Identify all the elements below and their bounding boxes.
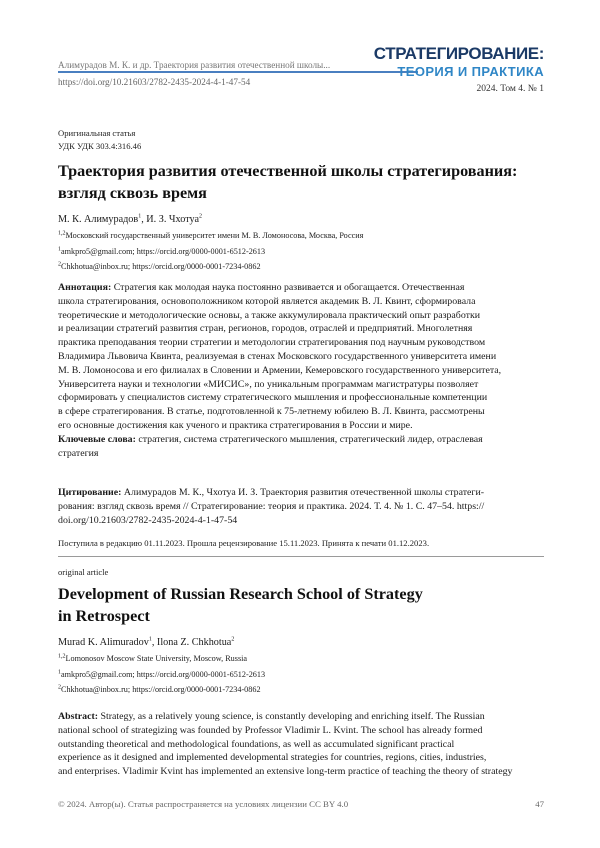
abstract-line: and enterprises. Vladimir Kvint has implemented an extensive long-term practice of teaching the theory of strategy <box>58 766 513 778</box>
contact-text[interactable]: Chkhotua@inbox.ru; https://orcid.org/0000-0001-7234-0862 <box>61 262 261 271</box>
author-sup: 2 <box>231 636 235 643</box>
contact-ru-2 <box>58 261 544 273</box>
article-type-ru: Оригинальная статья <box>58 128 136 138</box>
abstract-ru <box>58 281 544 460</box>
contact-ru-1 <box>58 246 544 258</box>
abstract-line: сформировать у специалистов систему стратегического мышления и профессиональные компетенции <box>58 392 488 404</box>
aff-sup: 1,2 <box>58 230 66 237</box>
title-ru-line: Траектория развития отечественной школы стратегирования: <box>58 162 518 180</box>
header-doi-link[interactable]: https://doi.org/10.21603/2782-2435-2024-4-1-47-54 <box>58 77 251 87</box>
en-front-matter <box>58 566 544 696</box>
citation-label: Цитирование: <box>58 487 122 498</box>
running-title: Алимурадов М. К. и др. Траектория развития отечественной школы... <box>58 60 331 70</box>
author-sup: 2 <box>199 213 203 220</box>
page-footer <box>58 799 544 809</box>
author-name: И. З. Чхотуа <box>146 214 200 225</box>
citation-text: Алимурадов М. К., Чхотуа И. З. Траектория развития отечественной школы стратеги- <box>123 487 485 498</box>
affiliation-text: Lomonosov Moscow State University, Moscow, Russia <box>65 654 248 663</box>
abstract-line <box>58 281 544 295</box>
journal-logo <box>374 44 544 96</box>
abstract-line: школа стратегирования, основоположником которой является академик В. Л. Квинт, сформировала <box>58 295 476 307</box>
title-ru <box>58 160 544 204</box>
authors-ru <box>58 213 544 227</box>
author-sup: 1 <box>138 213 142 220</box>
author-name: Ilona Z. Chkhotua <box>156 637 232 648</box>
abstract-line: national school of strategizing was founded by Professor Vladimir L. Kvint. The school has already formed <box>58 724 483 736</box>
author-separator: , <box>141 214 147 225</box>
ru-front-matter <box>58 127 544 273</box>
contact-text[interactable]: amkpro5@gmail.com; https://orcid.org/0000-0001-6512-2613 <box>61 246 266 256</box>
abstract-line: outstanding theoretical and methodological foundations, as well as accumulated significant practical <box>58 738 455 750</box>
contact-sup: 1 <box>58 245 61 252</box>
aff-sup: 1,2 <box>58 653 66 660</box>
abstract-line: практика преподавания теории стратегии и методологии стратегирования под научным руководством <box>58 337 486 349</box>
received-dates: Поступила в редакцию 01.11.2023. Прошла рецензирование 15.11.2023. Принята к печати 01.12.2023. <box>58 538 430 548</box>
license-text: © 2024. Автор(ы). Статья распространяется на условиях лицензии CC BY 4.0 <box>58 799 349 809</box>
header-rule <box>58 71 418 73</box>
journal-volume: 2024. Том 4. № 1 <box>476 84 544 94</box>
udc-code: УДК УДК 303.4:316.46 <box>58 141 142 151</box>
author-name: М. К. Алимурадов <box>58 214 139 225</box>
page-header <box>58 58 330 89</box>
article-type-en: original article <box>58 567 109 577</box>
abstract-line <box>58 710 544 724</box>
abstract-line: теоретические и методологические основы, а также аккумулировала практический опыт разработки <box>58 309 481 321</box>
abstract-line: Владимира Львовича Квинта, реализуемая в стенах Московского государственного университета имени <box>58 350 497 362</box>
contact-text[interactable]: amkpro5@gmail.com; https://orcid.org/0000-0001-6512-2613 <box>61 669 266 679</box>
contact-sup: 2 <box>58 684 61 691</box>
section-divider <box>58 556 544 557</box>
citation-ru <box>58 486 544 527</box>
abstract-line: его основные достижения как ученого и практика стратегирования в России и мире. <box>58 419 413 431</box>
abstract-label: Abstract: <box>58 711 99 722</box>
title-en-line: in Retrospect <box>58 607 150 625</box>
citation-doi-link[interactable]: doi.org/10.21603/2782-2435-2024-4-1-47-54 <box>58 514 238 526</box>
title-ru-line: взгляд сквозь время <box>58 184 207 202</box>
author-name: Murad K. Alimuradov <box>58 637 149 648</box>
abstract-en <box>58 710 544 779</box>
contact-sup: 2 <box>58 261 61 268</box>
abstract-line: Университета науки и технологии «МИСИС», по уникальным программам магистратуры позволяет <box>58 378 479 390</box>
contact-text[interactable]: Chkhotua@inbox.ru; https://orcid.org/0000-0001-7234-0862 <box>61 685 261 694</box>
contact-en-2 <box>58 684 544 696</box>
abstract-line: М. В. Ломоносова и его филиалах в Словении и Армении, Кемеровского государственного университета, <box>58 364 502 376</box>
abstract-text: Стратегия как молодая наука постоянно развивается и обогащается. Отечественная <box>113 282 465 293</box>
authors-en <box>58 636 544 650</box>
keywords <box>58 433 544 447</box>
citation-line <box>58 486 544 500</box>
keywords-line: стратегия <box>58 447 99 459</box>
page-number: 47 <box>535 799 544 809</box>
abstract-text: Strategy, as a relatively young science, is constantly developing and enriching itself. The Russian <box>100 711 485 722</box>
keywords-text: стратегия, система стратегического мышления, стратегический лидер, отраслевая <box>138 433 483 445</box>
title-en-line: Development of Russian Research School of Strategy <box>58 585 423 603</box>
contact-sup: 1 <box>58 668 61 675</box>
abstract-line: в сфере стратегирования. В статье, подготовленной к 75-летнему юбилею В. Л. Квинта, рассмотрены <box>58 406 485 418</box>
affiliation-ru <box>58 230 544 242</box>
keywords-label: Ключевые слова: <box>58 433 136 445</box>
abstract-label: Аннотация: <box>58 282 112 293</box>
author-sup: 1 <box>148 636 152 643</box>
abstract-line: experience as it designed and implemented developmental strategies for countries, regions, cities, industries, <box>58 752 487 764</box>
affiliation-en <box>58 653 544 665</box>
contact-en-1 <box>58 669 544 681</box>
journal-name-bottom: ТЕОРИЯ И ПРАКТИКА <box>397 64 544 79</box>
abstract-line: и реализации стратегий развития стран, регионов, городов, отраслей и предприятий. Многолетняя <box>58 323 473 335</box>
affiliation-text: Московский государственный университет имени М. В. Ломоносова, Москва, Россия <box>65 231 364 240</box>
author-separator: , <box>151 637 157 648</box>
title-en <box>58 583 544 627</box>
journal-name-top: СТРАТЕГИРОВАНИЕ: <box>373 44 544 63</box>
citation-line: рования: взгляд сквозь время // Стратегирование: теория и практика. 2024. Т. 4. № 1. С. 47–54. https:// <box>58 500 485 512</box>
